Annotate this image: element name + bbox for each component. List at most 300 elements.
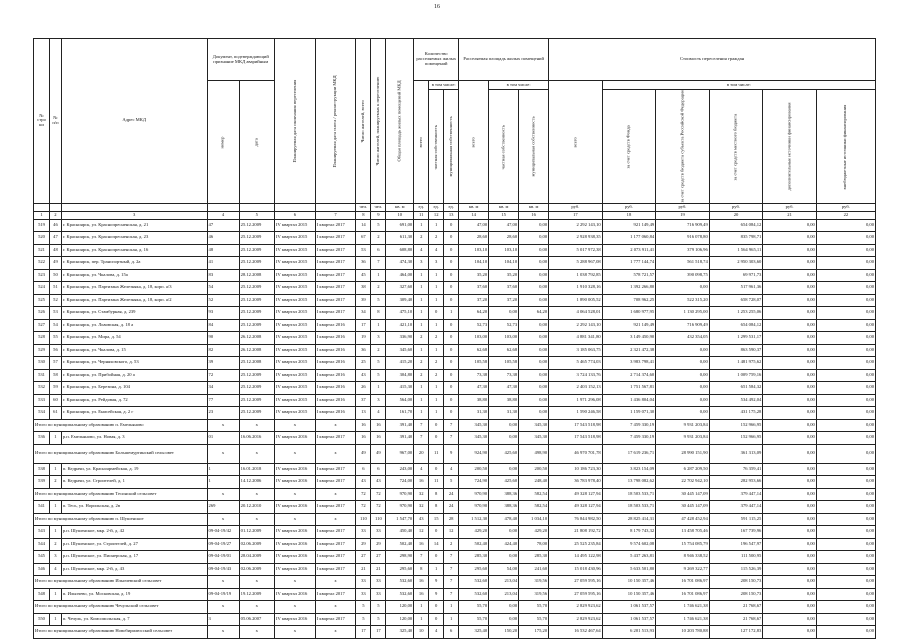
table-cell: 6 [356, 463, 371, 476]
table-cell: 1 038 792,85 [549, 269, 603, 282]
table-cell: 0,00 [763, 444, 817, 463]
table-cell: 17 [371, 626, 386, 639]
table-cell: 5 437 263,81 [602, 551, 656, 564]
table-cell: 0,00 [519, 319, 549, 332]
header-area-municipal: муниципальная собственность [519, 90, 549, 204]
table-cell: 0,00 [816, 526, 875, 539]
table-cell: 0,00 [816, 513, 875, 526]
table-cell: I квартал 2017 [315, 538, 356, 551]
table-cell: IV квартал 2015 [275, 394, 316, 407]
table-cell: 1 [414, 394, 429, 407]
table-cell: 1 061 537,57 [602, 601, 656, 614]
table-cell: 345,60 [386, 344, 414, 357]
table-cell: 1 680 977,95 [602, 307, 656, 320]
table-cell: 5 [371, 357, 386, 370]
table-cell: 0,00 [489, 419, 519, 432]
table-cell: 654 084,12 [709, 219, 763, 232]
header-rooms-incl: в том числе: [429, 81, 459, 90]
table-cell: 1 [444, 601, 459, 614]
table-cell: 243,00 [386, 463, 414, 476]
table-cell: 967,00 [386, 444, 414, 463]
table-cell: 1 [429, 294, 444, 307]
table-cell: 0 [444, 294, 459, 307]
table-cell: 450,40 [386, 526, 414, 539]
table-cell: 1 [50, 432, 62, 445]
table-cell: I квартал 2017 [315, 463, 356, 476]
table-cell: 541 [34, 501, 50, 514]
table-cell: 47,30 [489, 382, 519, 395]
table-cell: 2 292 143,10 [549, 319, 603, 332]
table-cell: 0,00 [816, 463, 875, 476]
table-row [34, 407, 876, 420]
table-cell: 14 [356, 219, 371, 232]
table-cell: 1 [429, 382, 444, 395]
table-cell: 0,00 [519, 257, 549, 270]
table-cell: 1 [50, 588, 62, 601]
column-number-cell: 20 [709, 211, 763, 219]
table-cell: 532,60 [386, 588, 414, 601]
table-cell: 534 [34, 407, 50, 420]
header-cost-total: всего [549, 81, 603, 204]
table-cell: 28 [444, 513, 459, 526]
table-cell: 7 [444, 551, 459, 564]
table-cell: 6 287 209,50 [656, 463, 710, 476]
header-total-area: Общая площадь жилых помещений МКД [386, 39, 414, 204]
table-cell: IV квартал 2015 [275, 269, 316, 282]
header-rooms-private: частная собственность [429, 90, 444, 204]
table-cell: 55,70 [459, 601, 489, 614]
table-cell: г. Красноярск, ул. Краснопресненская, д. 23 [61, 232, 207, 245]
table-cell: г. Красноярск, ул. Партизана Железняка, д. 18, корп. а/3 [61, 282, 207, 295]
table-cell: 269 [207, 501, 239, 514]
table-cell: 658 728,07 [709, 294, 763, 307]
table-cell: 464,00 [386, 269, 414, 282]
table-cell: 52 [207, 294, 239, 307]
unit-cell [275, 203, 316, 211]
table-cell: 196 547,97 [709, 538, 763, 551]
table-cell: 0,00 [816, 307, 875, 320]
header-area-total: всего [459, 81, 489, 204]
table-cell: 0 [444, 394, 459, 407]
table-cell: 1 [414, 282, 429, 295]
table-cell: I квартал 2017 [315, 269, 356, 282]
header-row-number: № стро ки [34, 39, 50, 204]
table-cell: 564,00 [386, 394, 414, 407]
header-address: Адрес МКД [61, 39, 207, 204]
table-cell: 561 518,74 [656, 257, 710, 270]
table-cell: 1 590 246,58 [549, 407, 603, 420]
table-cell: 49 328 127,94 [549, 488, 603, 501]
table-cell: 62,68 [489, 344, 519, 357]
table-cell: IV квартал 2016 [275, 432, 316, 445]
table-cell: 0,00 [763, 407, 817, 420]
table-cell: 24 [444, 488, 459, 501]
table-cell: 2 950 303,60 [709, 257, 763, 270]
table-cell: 54 [50, 319, 62, 332]
table-cell: 17 [356, 319, 371, 332]
table-cell: 0,00 [489, 613, 519, 626]
table-cell: 105,58 [459, 357, 489, 370]
table-cell: x [207, 419, 239, 432]
table-row [34, 369, 876, 382]
table-row [34, 307, 876, 320]
table-cell: 103,00 [459, 332, 489, 345]
table-cell: 0,00 [816, 294, 875, 307]
table-cell: 35,20 [489, 269, 519, 282]
table-cell: 0 [444, 357, 459, 370]
table-cell: 2 [429, 369, 444, 382]
table-cell: 3 [50, 551, 62, 564]
header-rooms-total: всего [414, 81, 429, 204]
table-cell: 538 [34, 463, 50, 476]
subtotal-label: Итого по муниципальному образованию п. Емельяново [34, 419, 208, 432]
table-cell: 0,00 [763, 282, 817, 295]
unit-cell: руб. [602, 203, 656, 211]
table-cell: 25.12.2009 [239, 394, 274, 407]
table-cell: 0,00 [489, 463, 519, 476]
table-cell: 13 [356, 407, 371, 420]
table-cell: x [315, 488, 356, 501]
table-cell: 72 [371, 501, 386, 514]
table-row [34, 476, 876, 489]
table-cell: 545 [34, 551, 50, 564]
table-cell: 47 [50, 232, 62, 245]
table-cell: 9 [429, 576, 444, 589]
table-cell: 16 [414, 476, 429, 489]
table-cell: 429,20 [459, 526, 489, 539]
table-cell: 18 503 533,71 [602, 501, 656, 514]
table-cell: 0,00 [519, 394, 549, 407]
table-cell: 47 428 452,94 [656, 513, 710, 526]
table-cell: 0,00 [489, 601, 519, 614]
table-cell: 5 [371, 294, 386, 307]
table-cell: 361 313,09 [709, 444, 763, 463]
table-cell: 0,00 [763, 613, 817, 626]
table-cell: x [315, 513, 356, 526]
table-cell: 691,00 [386, 219, 414, 232]
table-cell: 0,00 [816, 444, 875, 463]
table-cell: 0,00 [519, 282, 549, 295]
column-number-cell: 15 [489, 211, 519, 219]
table-row [34, 538, 876, 551]
header-doc-date: дата [239, 81, 274, 204]
table-cell: 37,60 [489, 282, 519, 295]
table-cell: 651 584,32 [709, 382, 763, 395]
table-cell: 325,40 [386, 626, 414, 639]
table-cell: 1 [429, 394, 444, 407]
table-cell: 7 [444, 576, 459, 589]
table-cell: 16 [371, 419, 386, 432]
table-cell: 54 [207, 282, 239, 295]
table-cell: 25.12.2009 [239, 282, 274, 295]
table-cell: 10 [414, 626, 429, 639]
table-cell: IV квартал 2015 [275, 232, 316, 245]
table-cell: 1 159 071,30 [602, 407, 656, 420]
column-number-cell: 17 [549, 211, 603, 219]
table-cell: 23 [207, 407, 239, 420]
table-cell: 474,30 [386, 257, 414, 270]
table-cell: I квартал 2017 [315, 476, 356, 489]
table-cell: 37,60 [459, 282, 489, 295]
table-cell: 15 [429, 513, 444, 526]
column-number-cell: 11 [414, 211, 429, 219]
header-planned-end: Планируемая дата окончания переселения [275, 39, 316, 204]
table-cell: 2 073 911,41 [602, 244, 656, 257]
table-cell: 2 928 938,35 [549, 232, 603, 245]
table-cell: 0 [429, 601, 444, 614]
table-cell: 1 777 144,74 [602, 257, 656, 270]
table-cell: 921 149,49 [602, 219, 656, 232]
table-cell: x [315, 444, 356, 463]
table-cell: 0,00 [763, 382, 817, 395]
table-cell: 608,80 [386, 244, 414, 257]
table-cell: 0,00 [816, 476, 875, 489]
table-cell: 1 061 537,57 [602, 613, 656, 626]
table-cell: 46 970 701,78 [549, 444, 603, 463]
table-cell: 8 [371, 307, 386, 320]
table-cell: x [207, 576, 239, 589]
table-cell: 103,00 [489, 332, 519, 345]
table-cell: x [275, 488, 316, 501]
table-cell: 415,30 [386, 382, 414, 395]
unit-cell [61, 203, 207, 211]
column-number-cell: 2 [50, 211, 62, 219]
table-cell: 0,00 [519, 357, 549, 370]
table-cell: 72 [207, 369, 239, 382]
table-cell: 2 321 472,38 [602, 344, 656, 357]
table-cell: 7 [371, 257, 386, 270]
table-cell: г. Красноярск, ул. Чкалова, д. 15 [61, 344, 207, 357]
table-cell: 325,40 [459, 626, 489, 639]
table-cell: 12 [444, 526, 459, 539]
table-cell: 52,73 [489, 319, 519, 332]
table-cell: 09-04-19/42 [207, 526, 239, 539]
table-cell: 1 [414, 601, 429, 614]
table-cell: 0 [444, 244, 459, 257]
column-number-cell: 7 [315, 211, 356, 219]
table-cell: x [207, 513, 239, 526]
unit-cell: чел. [371, 203, 386, 211]
table-cell: 62,68 [459, 344, 489, 357]
table-cell: 3 [371, 332, 386, 345]
table-cell: 1 130 295,00 [656, 307, 710, 320]
table-cell: 0,00 [763, 601, 817, 614]
table-cell: 716 909,49 [656, 319, 710, 332]
table-cell: 27 059 595,16 [549, 588, 603, 601]
table-cell: 8 [414, 563, 429, 576]
column-number-cell: 13 [444, 211, 459, 219]
unit-cell: кв. м [459, 203, 489, 211]
table-cell: 208 150,73 [709, 576, 763, 589]
table-cell: 539 [34, 476, 50, 489]
table-row [34, 382, 876, 395]
unit-cell [207, 203, 239, 211]
table-cell: 09-04-19/19 [207, 588, 239, 601]
table-cell: 546 [34, 563, 50, 576]
table-cell: 150,20 [489, 626, 519, 639]
table-row [34, 588, 876, 601]
table-cell: 2 829 923,62 [549, 601, 603, 614]
table-cell: x [239, 576, 274, 589]
table-cell: 110 [356, 513, 371, 526]
table-cell: 32 [414, 501, 429, 514]
table-cell: 29 [371, 538, 386, 551]
table-cell: 13 798 082,62 [602, 476, 656, 489]
table-cell: 28,60 [489, 232, 519, 245]
table-cell: 16 701 086,97 [656, 576, 710, 589]
table-cell: 104,10 [489, 257, 519, 270]
table-cell: р.п. Шушенское, ул. Пионерская, д. 17 [61, 551, 207, 564]
unit-cell: чел. [356, 203, 371, 211]
table-cell: 49 [356, 444, 371, 463]
table-cell: 25.12.2009 [239, 407, 274, 420]
header-fund: за счет средств Фонда [602, 90, 656, 204]
table-cell: 21 808 192,72 [549, 526, 603, 539]
table-cell: 304,80 [386, 369, 414, 382]
table-cell: 9 [444, 444, 459, 463]
table-cell: x [315, 626, 356, 639]
table-cell: 82 [207, 344, 239, 357]
table-cell: 38,80 [489, 394, 519, 407]
table-cell: 921 149,49 [602, 319, 656, 332]
table-cell: IV квартал 2016 [275, 526, 316, 539]
table-cell: IV квартал 2015 [275, 319, 316, 332]
table-cell: р.п. Шушенское, мкр. 2-й, д. 42 [61, 526, 207, 539]
table-cell: x [239, 444, 274, 463]
column-number-cell: 22 [816, 211, 875, 219]
table-cell: 73,38 [459, 369, 489, 382]
header-area-incl: в том числе: [489, 81, 549, 90]
table-cell: 1 [371, 269, 386, 282]
table-cell: 0,00 [519, 407, 549, 420]
table-row [34, 551, 876, 564]
table-cell: 1 890 005,52 [549, 294, 603, 307]
table-cell: I квартал 2017 [315, 613, 356, 626]
table-cell: 34 [207, 382, 239, 395]
table-cell: 21 768,67 [709, 613, 763, 626]
table-cell: IV квартал 2015 [275, 307, 316, 320]
table-cell: 0,00 [763, 269, 817, 282]
table-cell: 33 [356, 576, 371, 589]
table-cell: 0,00 [656, 344, 710, 357]
table-cell: 0,00 [763, 488, 817, 501]
unit-cell: руб. [549, 203, 603, 211]
table-cell: 9 [429, 588, 444, 601]
table-cell: IV квартал 2016 [275, 501, 316, 514]
table-cell: 52 [50, 294, 62, 307]
table-cell: 0 [444, 282, 459, 295]
table-cell: IV квартал 2015 [275, 282, 316, 295]
table-cell: 29 [356, 538, 371, 551]
table-cell: 25.12.2009 [239, 319, 274, 332]
column-numbers-row [34, 211, 876, 219]
subtotal-row [34, 513, 876, 526]
table-cell: 0,00 [763, 563, 817, 576]
subtotal-row [34, 444, 876, 463]
table-cell: 3 823 154,09 [602, 463, 656, 476]
table-cell: 2 [414, 332, 429, 345]
table-cell: 01 [207, 432, 239, 445]
header-area-group: Расселяемая площадь жилых помещений [459, 39, 549, 81]
table-cell: I квартал 2017 [315, 551, 356, 564]
table-cell: 33 [371, 588, 386, 601]
unit-cell: руб. [816, 203, 875, 211]
table-cell: 53 [356, 244, 371, 257]
table-cell: 2 [414, 357, 429, 370]
table-cell: 970,90 [459, 501, 489, 514]
table-cell: 1 436 804,04 [602, 394, 656, 407]
table-cell: 55,70 [519, 613, 549, 626]
table-cell: 57 [50, 357, 62, 370]
table-cell: 0,00 [763, 476, 817, 489]
table-cell: 391,40 [386, 432, 414, 445]
table-cell: 47,30 [459, 382, 489, 395]
table-cell: x [275, 626, 316, 639]
table-cell: 45 [356, 269, 371, 282]
table-cell: 0,00 [763, 394, 817, 407]
table-cell: 28 825 414,31 [602, 513, 656, 526]
table-cell: 152 966,95 [709, 432, 763, 445]
table-cell: IV квартал 2016 [275, 538, 316, 551]
table-cell: 379 106,96 [656, 244, 710, 257]
table-cell: 17 [356, 626, 371, 639]
table-cell: 0,00 [489, 432, 519, 445]
column-number-cell: 6 [275, 211, 316, 219]
table-cell: 2 [371, 344, 386, 357]
table-cell: 25.12.2009 [239, 232, 274, 245]
table-cell: 20 [414, 444, 429, 463]
table-cell: 282 953,66 [709, 476, 763, 489]
table-cell: 15 754 085,79 [656, 538, 710, 551]
table-cell: 1 481 975,62 [709, 357, 763, 370]
table-cell: 25.12.2009 [239, 219, 274, 232]
table-cell: 3 983 798,41 [602, 357, 656, 370]
table-cell: р.п. Шушенское, мкр. 2-й, д. 43 [61, 563, 207, 576]
table-cell: 161,70 [386, 407, 414, 420]
table-cell: 1 253 255,06 [709, 307, 763, 320]
table-cell: IV квартал 2015 [275, 382, 316, 395]
table-cell: 36 783 978,40 [549, 476, 603, 489]
table-cell: 09-04-19/27 [207, 538, 239, 551]
table-cell: 390 098,75 [656, 269, 710, 282]
table-cell: 970,90 [386, 501, 414, 514]
table-cell: п. Кедрачи, ул. Строителей, д. 1 [61, 476, 207, 489]
table-cell: 431 175,28 [709, 407, 763, 420]
table-cell: I квартал 2017 [315, 307, 356, 320]
table-cell: 1 [371, 319, 386, 332]
table-cell: 25.12.2009 [239, 294, 274, 307]
table-cell: 1 [429, 344, 444, 357]
table-cell: IV квартал 2015 [275, 219, 316, 232]
table-cell: 0,00 [816, 232, 875, 245]
table-cell: 529 [34, 344, 50, 357]
table-cell: 424,40 [489, 538, 519, 551]
table-cell: 0 [429, 463, 444, 476]
table-cell: 0,00 [489, 551, 519, 564]
table-cell: 37,20 [489, 294, 519, 307]
table-cell: 69 971,73 [709, 269, 763, 282]
table-cell: 5 288 967,08 [549, 257, 603, 270]
table-cell: 285,30 [459, 551, 489, 564]
table-cell: 7 [444, 419, 459, 432]
subtotal-row [34, 576, 876, 589]
table-cell: 103,10 [489, 244, 519, 257]
table-cell: 0,00 [519, 219, 549, 232]
table-cell: 01.12.2009 [239, 526, 274, 539]
table-cell: 19 [356, 332, 371, 345]
table-cell: IV квартал 2016 [275, 463, 316, 476]
table-cell: 1 177 060,84 [602, 232, 656, 245]
